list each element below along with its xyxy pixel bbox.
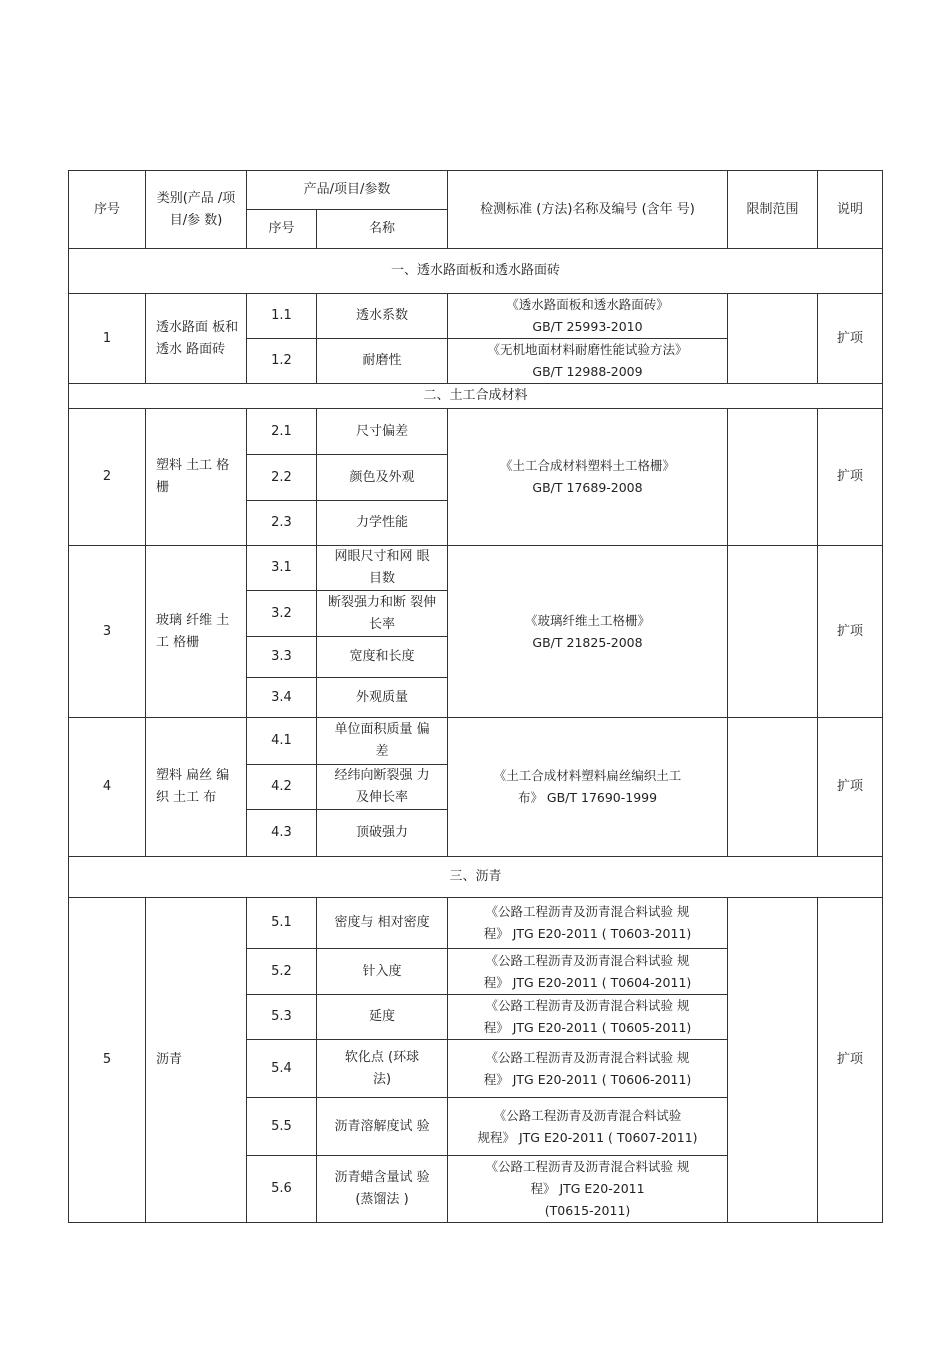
item-name: 针入度 bbox=[317, 949, 448, 995]
group-note: 扩项 bbox=[818, 294, 883, 384]
header-seq: 序号 bbox=[69, 171, 146, 249]
table-row bbox=[69, 294, 883, 339]
group-category: 玻璃 纤维 土工 格栅 bbox=[146, 546, 247, 718]
item-number: 5.1 bbox=[247, 898, 317, 949]
group-standard: 《土工合成材料塑料扁丝编织土工 布》 GB/T 17690-1999 bbox=[448, 718, 728, 857]
group-note: 扩项 bbox=[818, 898, 883, 1223]
item-name: 沥青蜡含量试 验 (蒸馏法 ) bbox=[317, 1156, 448, 1223]
group-category: 塑料 扁丝 编织 土工 布 bbox=[146, 718, 247, 857]
group-category: 透水路面 板和透水 路面砖 bbox=[146, 294, 247, 384]
header-sub-seq: 序号 bbox=[247, 210, 317, 249]
item-name: 延度 bbox=[317, 995, 448, 1040]
item-name: 宽度和长度 bbox=[317, 637, 448, 678]
item-number: 2.1 bbox=[247, 409, 317, 455]
item-standard: 《公路工程沥青及沥青混合料试验 规 程》 JTG E20-2011 (T0615-2011) bbox=[448, 1156, 728, 1223]
header-row bbox=[69, 171, 883, 210]
item-standard: 《无机地面材料耐磨性能试验方法》 GB/T 12988-2009 bbox=[448, 339, 728, 384]
item-number: 4.3 bbox=[247, 810, 317, 857]
item-number: 3.1 bbox=[247, 546, 317, 591]
item-name: 顶破强力 bbox=[317, 810, 448, 857]
item-name: 尺寸偏差 bbox=[317, 409, 448, 455]
item-name: 透水系数 bbox=[317, 294, 448, 339]
item-name: 耐磨性 bbox=[317, 339, 448, 384]
qualification-table bbox=[68, 170, 883, 1223]
header-sub-name: 名称 bbox=[317, 210, 448, 249]
item-name: 颜色及外观 bbox=[317, 455, 448, 501]
header-note: 说明 bbox=[818, 171, 883, 249]
item-name: 沥青溶解度试 验 bbox=[317, 1098, 448, 1156]
group-seq: 4 bbox=[69, 718, 146, 857]
item-name: 外观质量 bbox=[317, 678, 448, 718]
item-number: 5.6 bbox=[247, 1156, 317, 1223]
table-row bbox=[69, 409, 883, 455]
section-row bbox=[69, 384, 883, 409]
item-number: 4.1 bbox=[247, 718, 317, 765]
group-seq: 3 bbox=[69, 546, 146, 718]
group-standard: 《玻璃纤维土工格栅》 GB/T 21825-2008 bbox=[448, 546, 728, 718]
item-number: 1.1 bbox=[247, 294, 317, 339]
item-name: 软化点 (环球 法) bbox=[317, 1040, 448, 1098]
table-row bbox=[69, 546, 883, 591]
section-title: 一、透水路面板和透水路面砖 bbox=[69, 249, 883, 294]
item-number: 3.2 bbox=[247, 591, 317, 637]
item-number: 1.2 bbox=[247, 339, 317, 384]
item-name: 经纬向断裂强 力 及伸长率 bbox=[317, 765, 448, 810]
item-number: 5.3 bbox=[247, 995, 317, 1040]
item-number: 5.5 bbox=[247, 1098, 317, 1156]
group-seq: 1 bbox=[69, 294, 146, 384]
item-number: 3.4 bbox=[247, 678, 317, 718]
group-limit bbox=[728, 898, 818, 1223]
item-standard: 《公路工程沥青及沥青混合料试验 规 程》 JTG E20-2011 ( T0604-2011) bbox=[448, 949, 728, 995]
group-limit bbox=[728, 546, 818, 718]
item-name: 密度与 相对密度 bbox=[317, 898, 448, 949]
item-standard: 《公路工程沥青及沥青混合料试验 规 程》 JTG E20-2011 ( T0603-2011) bbox=[448, 898, 728, 949]
group-seq: 5 bbox=[69, 898, 146, 1223]
item-number: 4.2 bbox=[247, 765, 317, 810]
item-name: 单位面积质量 偏 差 bbox=[317, 718, 448, 765]
group-note: 扩项 bbox=[818, 718, 883, 857]
group-note: 扩项 bbox=[818, 409, 883, 546]
table-body bbox=[69, 171, 883, 1223]
item-standard: 《公路工程沥青及沥青混合料试验 规程》 JTG E20-2011 ( T0607-2011) bbox=[448, 1098, 728, 1156]
group-standard: 《土工合成材料塑料土工格栅》 GB/T 17689-2008 bbox=[448, 409, 728, 546]
section-row bbox=[69, 857, 883, 898]
item-number: 2.2 bbox=[247, 455, 317, 501]
group-note: 扩项 bbox=[818, 546, 883, 718]
item-number: 2.3 bbox=[247, 501, 317, 546]
table-row bbox=[69, 718, 883, 765]
item-number: 5.4 bbox=[247, 1040, 317, 1098]
group-limit bbox=[728, 294, 818, 384]
section-title: 二、土工合成材料 bbox=[69, 384, 883, 409]
header-category: 类别(产品 /项目/参 数) bbox=[146, 171, 247, 249]
item-name: 力学性能 bbox=[317, 501, 448, 546]
group-limit bbox=[728, 718, 818, 857]
header-product-group: 产品/项目/参数 bbox=[247, 171, 448, 210]
header-limit: 限制范围 bbox=[728, 171, 818, 249]
item-standard: 《公路工程沥青及沥青混合料试验 规 程》 JTG E20-2011 ( T0606-2011) bbox=[448, 1040, 728, 1098]
header-standard: 检测标准 (方法)名称及编号 (含年 号) bbox=[448, 171, 728, 249]
item-number: 3.3 bbox=[247, 637, 317, 678]
section-title: 三、沥青 bbox=[69, 857, 883, 898]
item-number: 5.2 bbox=[247, 949, 317, 995]
section-row bbox=[69, 249, 883, 294]
group-seq: 2 bbox=[69, 409, 146, 546]
item-name: 断裂强力和断 裂伸 长率 bbox=[317, 591, 448, 637]
item-standard: 《公路工程沥青及沥青混合料试验 规 程》 JTG E20-2011 ( T0605-2011) bbox=[448, 995, 728, 1040]
group-limit bbox=[728, 409, 818, 546]
group-category: 沥青 bbox=[146, 898, 247, 1223]
group-category: 塑料 土工 格栅 bbox=[146, 409, 247, 546]
item-standard: 《透水路面板和透水路面砖》 GB/T 25993-2010 bbox=[448, 294, 728, 339]
table-row bbox=[69, 898, 883, 949]
item-name: 网眼尺寸和网 眼 目数 bbox=[317, 546, 448, 591]
